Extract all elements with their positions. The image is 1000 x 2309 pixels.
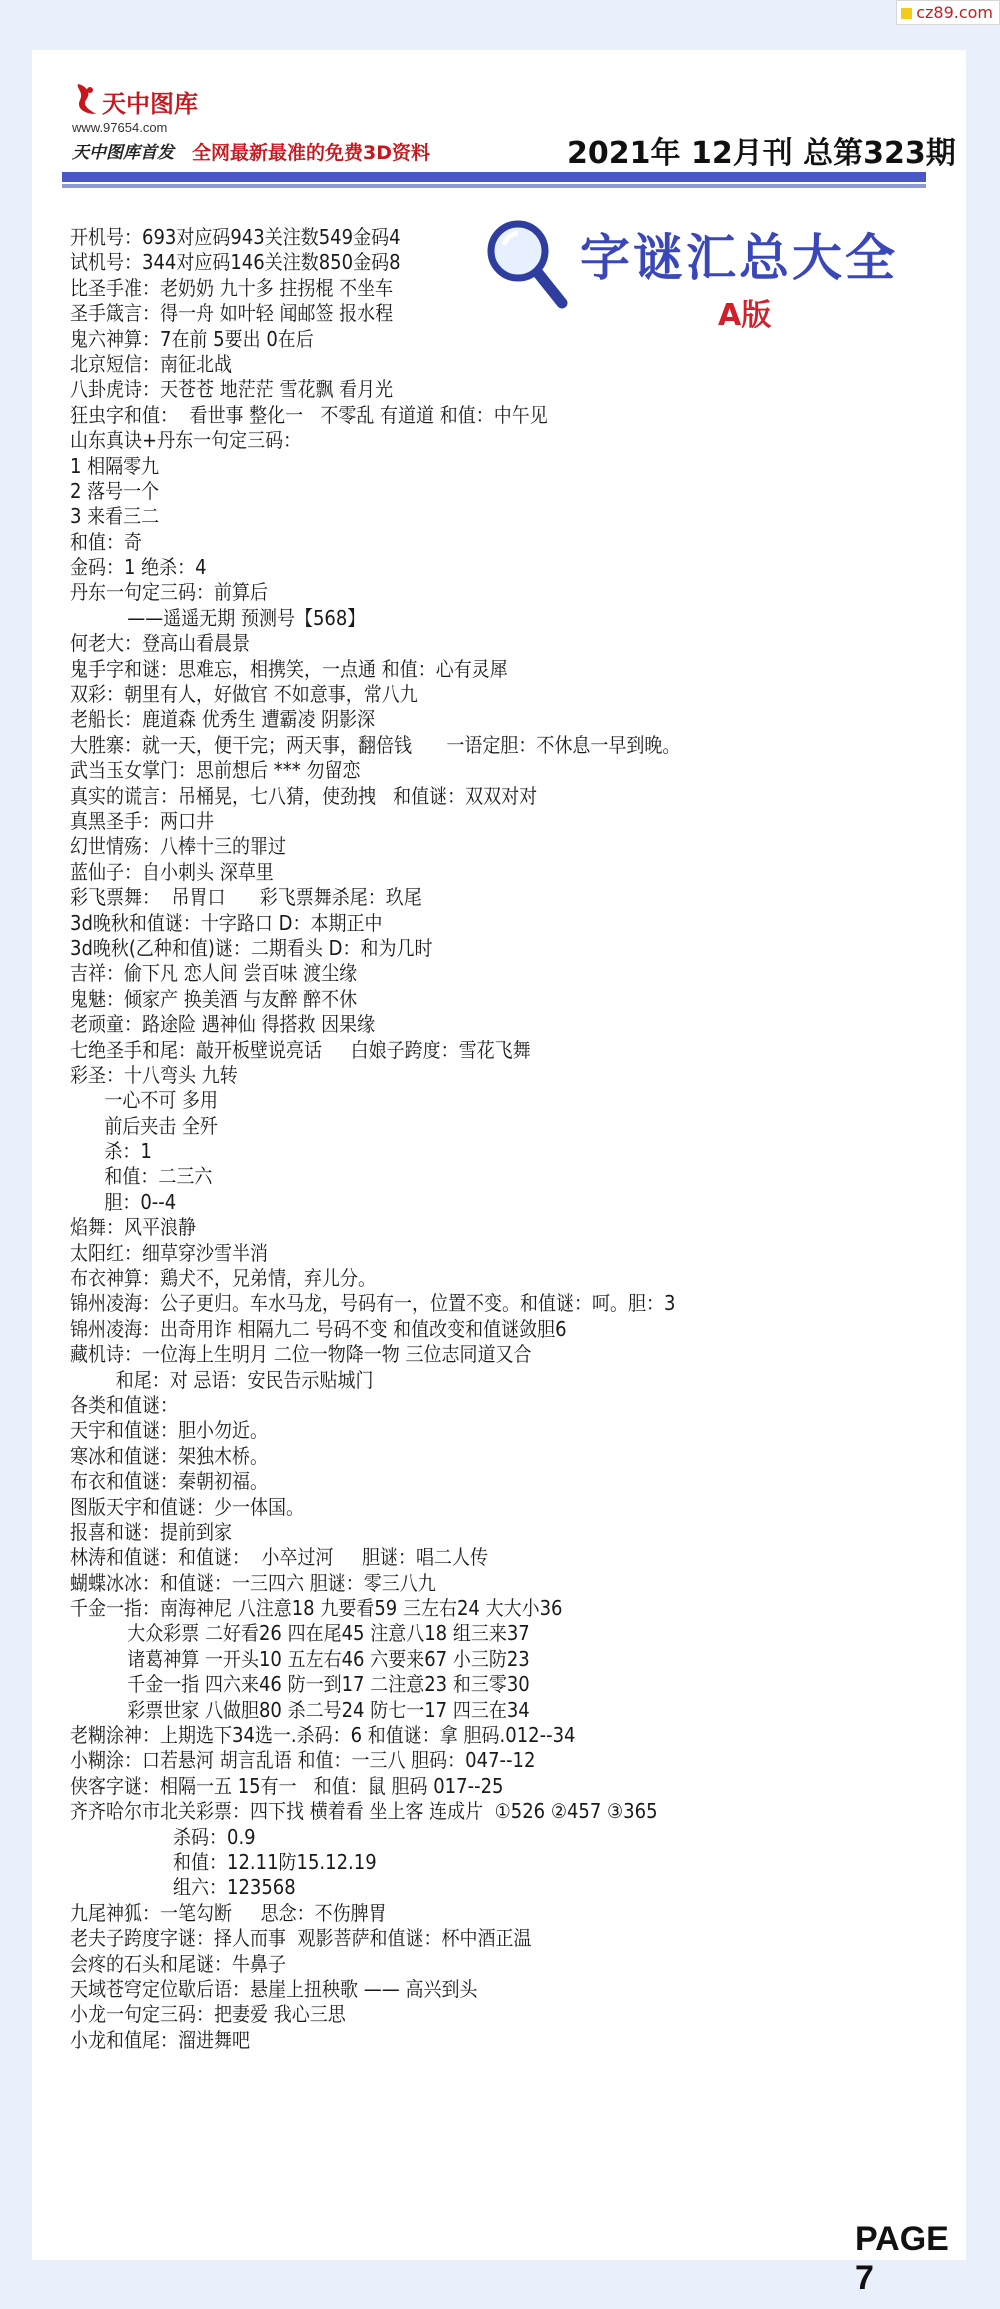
text-line: 各类和值谜： [70,1392,178,1417]
text-line: 金码：1 绝杀：4 [70,555,207,580]
text-line: 彩票世家 八做胆80 杀二号24 防七一17 四三在34 [70,1697,530,1722]
document-page [32,50,966,2297]
text-line: 山东真诀+丹东一句定三码： [70,428,302,453]
text-line: 天域苍穹定位歇后语：悬崖上扭秧歌 —— 高兴到头 [70,1976,478,2001]
section-version: A版 [718,298,772,333]
text-line: 蓝仙子：自小刺头 深草里 [70,859,274,884]
text-line: 彩飞票舞： 吊胃口 彩飞票舞杀尾：玖尾 [70,885,422,910]
text-line: 双彩：朝里有人，好做官 不如意事，常八九 [70,682,418,707]
text-line: 和尾：对 忌语：安民告示贴城门 [70,1367,374,1392]
page-number: PAGE 7 [855,2220,949,2297]
header-divider [62,172,926,182]
text-line: 九尾神狐：一笔勾断 思念：不伤脾胃 [70,1900,387,1925]
text-line: 狂虫字和值： 看世事 整化一 不零乱 有道道 和值：中午见 [70,402,548,427]
text-line: 何老大：登高山看晨景 [70,631,250,656]
text-line: 和值：12.11防15.12.19 [70,1850,377,1874]
text-line: 比圣手准：老奶奶 九十多 拄拐棍 不坐车 [70,275,394,300]
text-line: 3d晚秋(乙种和值)谜：二期看头 D：和为几时 [70,935,433,960]
text-line: 小龙和值尾：溜进舞吧 [70,2027,250,2052]
header-divider-thin [62,184,926,188]
text-line: 3d晚秋和值谜：十字路口 D：本期正中 [70,910,383,935]
text-line: 藏机诗：一位海上生明月 二位一物降一物 三位志同道又合 [70,1342,532,1367]
text-line: 圣手箴言：得一舟 如叶轻 闻邮签 报水程 [70,301,394,326]
text-line: 寒冰和值谜：架独木桥。 [70,1443,268,1468]
text-line: 和值：二三六 [70,1164,213,1189]
puzzle-list [70,225,862,2053]
text-line: 天宇和值谜：胆小勿近。 [70,1418,268,1443]
text-line: 大众彩票 二好看26 四在尾45 注意八18 组三来37 [70,1621,530,1646]
text-line: 组六：123568 [70,1875,296,1900]
text-line: 老糊涂神：上期选下34选一.杀码：6 和值谜：拿 胆码.012--34 [70,1723,576,1748]
text-line: 1 相隔零九 [70,453,160,478]
text-line: 侠客字谜：相隔一五 15有一 和值：鼠 胆码 017--25 [70,1773,504,1798]
text-line: 千金一指 四六来46 防一到17 二注意23 和三零30 [70,1672,530,1697]
tagline: 全网最新最准的免费3D资料 [192,142,430,164]
text-line: 小龙一句定三码：把妻爱 我心三思 [70,2002,346,2027]
text-line: 2 落号一个 [70,478,160,503]
text-line: 3 来看三二 [70,504,160,529]
text-line: 鬼六神算：7在前 5要出 0在后 [70,326,314,351]
text-line: 图版天宇和值谜：少一体国。 [70,1494,304,1519]
text-line: 杀：1 [70,1139,152,1164]
text-line: 齐齐哈尔市北关彩票：四下找 横着看 坐上客 连成片 ①526 ②457 ③365 [70,1799,658,1824]
text-line: 布衣和值谜：秦朝初福。 [70,1469,268,1494]
brand-logo-icon [72,82,100,116]
brand-name: 天中图库 [102,90,198,118]
issue-title: 2021年 12月刊 总第323期 [567,136,956,171]
text-line: 彩圣：十八弯头 九转 [70,1062,238,1087]
site-watermark [896,0,1000,25]
text-line: 胆：0--4 [70,1189,177,1214]
text-line: 试机号：344对应码146关注数850金码8 [70,250,401,275]
text-line: 杀码：0.9 [70,1824,256,1849]
text-line: 鬼魅：倾家产 换美酒 与友醉 醉不休 [70,986,358,1011]
text-line: 真黑圣手：两口井 [70,808,214,833]
text-line: 鬼手字和谜：思难忘，相携笑，一点通 和值：心有灵犀 [70,656,508,681]
brand-slogan: 天中图库首发 [72,143,174,163]
text-line: 太阳红：细草穿沙雪半消 [70,1240,268,1265]
text-line: 幻世情殇：八棒十三的罪过 [70,834,286,859]
text-line: 布衣神算：鶏犬不，兄弟情，弃儿分。 [70,1266,376,1291]
text-line: 老夫子跨度字谜：择人而事 观影菩萨和值谜：杯中酒正温 [70,1926,532,1951]
text-line: 锦州凌海：出奇用诈 相隔九二 号码不变 和值改变和值谜敛胆6 [70,1316,567,1341]
text-line: 老顽童：路途险 遇神仙 得搭救 因果缘 [70,1012,376,1037]
text-line: 吉祥：偷下凡 恋人间 尝百味 渡尘缘 [70,961,358,986]
text-line: 小糊涂：口若悬河 胡言乱语 和值：一三八 胆码：047--12 [70,1748,536,1773]
text-line: 老船长：鹿道森 优秀生 遭霸凌 阴影深 [70,707,376,732]
text-line: 报喜和谜：提前到家 [70,1519,232,1544]
text-line: 焰舞：风平浪静 [70,1215,196,1240]
text-line: 八卦虎诗：天苍苍 地茫茫 雪花飘 看月光 [70,377,394,402]
text-line: 大胜寨：就一天，便干完；两天事，翻倍钱 一语定胆：不休息一早到晚。 [70,732,681,757]
site-url: www.97654.com [72,120,168,135]
text-line: 锦州凌海：公子更归。车水马龙，号码有一，位置不变。和值谜：呵。胆：3 [70,1291,676,1316]
text-line: ——遥遥无期 预测号【568】 [70,605,366,630]
text-line: 七绝圣手和尾：敲开板壁说亮话 白娘子跨度：雪花飞舞 [70,1037,531,1062]
watermark-dot-icon [901,8,912,19]
text-line: 北京短信：南征北战 [70,351,232,376]
watermark-text: cz89.com [916,3,993,22]
text-line: 真实的谎言：吊桶晃，七八猜，使劲拽 和值谜：双双对对 [70,783,538,808]
text-line: 林涛和值谜：和值谜： 小卒过河 胆谜：唱二人传 [70,1545,489,1570]
text-line: 诸葛神算 一开头10 五左右46 六要来67 小三防23 [70,1646,530,1671]
text-line: 一心不可 多用 [70,1088,219,1113]
text-line: 蝴蝶冰冰：和值谜：一三四六 胆谜：零三八九 [70,1570,436,1595]
text-line: 和值：奇 [70,529,142,554]
text-line: 武当玉女掌门：思前想后 *** 勿留恋 [70,758,361,783]
text-line: 开机号：693对应码943关注数549金码4 [70,225,401,249]
text-line: 千金一指：南海神尼 八注意18 九要看59 三左右24 大大小36 [70,1596,563,1621]
text-line: 会疼的石头和尾谜：牛鼻子 [70,1951,286,1976]
text-line: 丹东一句定三码：前算后 [70,580,268,605]
text-line: 前后夹击 全歼 [70,1113,219,1138]
page-header [32,50,966,240]
section-title: 字谜汇总大全 [580,229,898,287]
